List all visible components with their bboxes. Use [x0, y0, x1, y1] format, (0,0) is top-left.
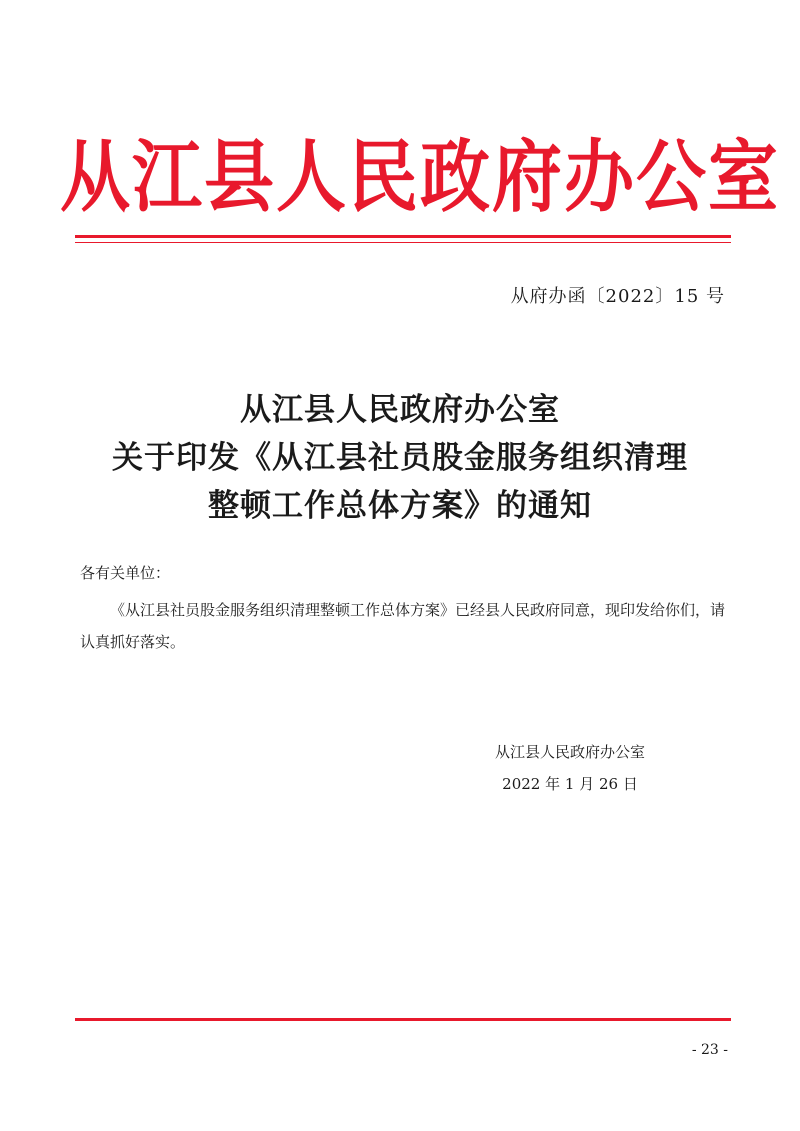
masthead-rule-thick — [75, 235, 731, 238]
salutation: 各有关单位： — [80, 564, 171, 582]
notice-title-line-1: 从江县人民政府办公室 — [240, 392, 560, 428]
signature-date: 2022 年 1 月 26 日 — [502, 775, 638, 793]
document-number: 从府办函〔2022〕15 号 — [510, 286, 725, 307]
body-paragraph: 《从江县社员股金服务组织清理整顿工作总体方案》已经县人民政府同意，现印发给你们，请认真抓好落实。 — [80, 601, 726, 651]
page-number: - 23 - — [691, 1042, 728, 1058]
signature-block — [470, 736, 670, 800]
notice-title — [60, 386, 740, 530]
footer-rule — [75, 1018, 731, 1021]
masthead-title: 从江县人民政府办公室 — [60, 129, 780, 223]
notice-title-line-2: 关于印发《从江县社员股金服务组织清理 — [112, 440, 688, 476]
masthead-rule-thin — [75, 242, 731, 243]
notice-title-line-3: 整顿工作总体方案》的通知 — [208, 488, 592, 524]
signature-issuer: 从江县人民政府办公室 — [494, 743, 645, 761]
